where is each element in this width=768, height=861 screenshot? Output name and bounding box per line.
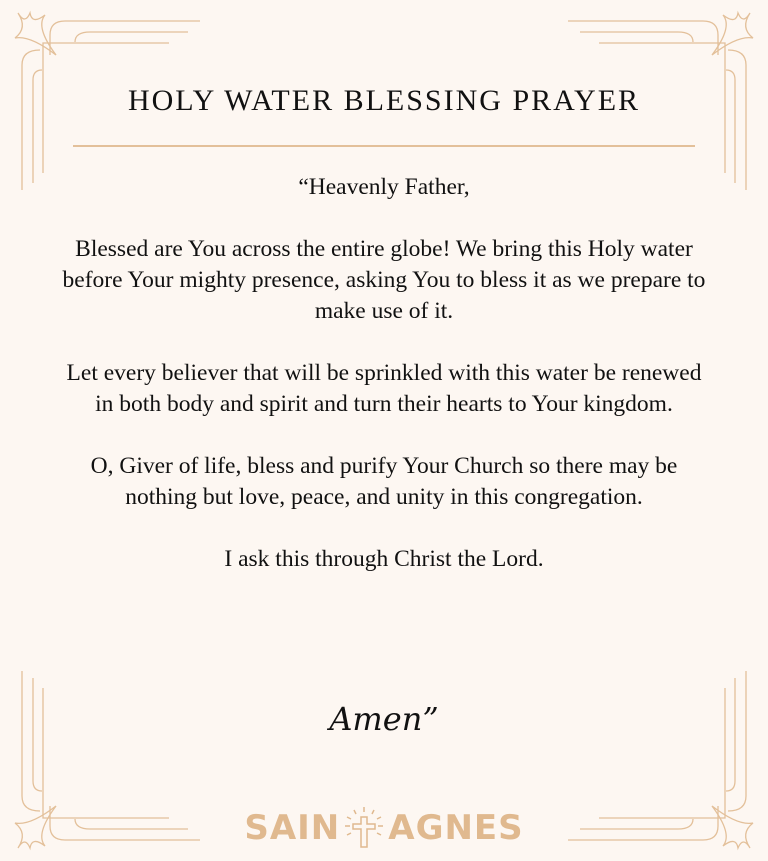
prayer-paragraph: I ask this through Christ the Lord. [224,546,544,572]
prayer-paragraph: “Heavenly Father, [298,174,470,200]
prayer-paragraph: Let every believer that will be sprinkled with this water be renewed in both body and spirit and turn their hearts to Your kingdom. [66,360,702,417]
page-title: HOLY WATER BLESSING PRAYER [127,84,641,117]
logo-text-right: AGNES [388,808,524,848]
title-divider [73,145,695,147]
saint-agnes-logo [0,805,768,851]
prayer-text [60,172,708,606]
prayer-paragraph: O, Giver of life, bless and purify Your Church so there may be nothing but love, peace, and unity in this congregation. [90,453,678,510]
closing-amen: Amen” [329,700,439,738]
logo-text-left: SAIN [244,808,341,848]
cross-icon [342,805,386,851]
prayer-paragraph: Blessed are You across the entire globe! We bring this Holy water before Your mighty presence, asking You to bless it as we prepare to make use of it. [62,236,706,324]
